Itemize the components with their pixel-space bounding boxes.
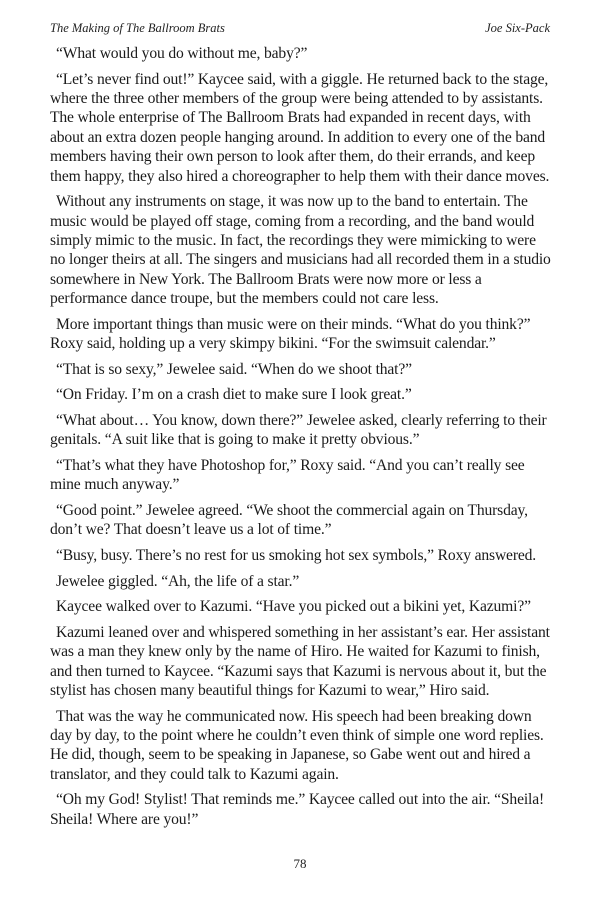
paragraph: “Let’s never find out!” Kaycee said, with a giggle. He returned back to the stage, where the three other members of the group were being attended to by assistants. The whole enterprise of The Ballroom Brats had expanded in recent days, with about an extra dozen people hanging around. In addition to every one of the band members having their own person to look after them, do their errands, and keep them happy, they also hired a choreographer to help them with their dance moves.: [50, 70, 550, 185]
paragraph: “What would you do without me, baby?”: [56, 45, 308, 62]
paragraph: “Busy, busy. There’s no rest for us smoking hot sex symbols,” Roxy answered.: [56, 547, 537, 565]
paragraph: More important things than music were on their minds. “What do you think?” Roxy said, holding up a very skimpy bikini. “For the swimsuit calendar.”: [50, 315, 531, 353]
paragraph: “That is so sexy,” Jewelee said. “When do we shoot that?”: [56, 360, 412, 378]
paragraph: Kaycee walked over to Kazumi. “Have you picked out a bikini yet, Kazumi?”: [56, 598, 531, 616]
paragraph: “That’s what they have Photoshop for,” Roxy said. “And you can’t really see mine much anyway.”: [50, 457, 525, 494]
paragraph: “On Friday. I’m on a crash diet to make sure I look great.”: [56, 386, 412, 404]
paragraph: “Good point.” Jewelee agreed. “We shoot the commercial again on Thursday, don’t we? That doesn’t leave us a lot of time.”: [50, 502, 528, 539]
paragraph: Without any instruments on stage, it was now up to the band to entertain. The music would be played off stage, coming from a recording, and the band would simply mimic to the music. In fact, the recordings they were mimicking to were no longer theirs at all. The singers and musicians had all recorded them in a studio somewhere in New York. The Ballroom Brats were now more or less a performance dance troupe, but the members could not care less.: [50, 193, 551, 308]
running-header: [50, 21, 550, 36]
body-text: [50, 44, 552, 835]
book-title: The Making of The Ballroom Brats: [50, 21, 225, 35]
paragraph: Kazumi leaned over and whispered something in her assistant’s ear. Her assistant was a man they knew only by the name of Hiro. He waited for Kazumi to finish, and then turned to Kaycee. “Kazumi says that Kazumi is nervous about it, but the stylist has chosen many beautiful things for Kazumi to wear,” Hiro said.: [50, 623, 550, 700]
page-number: 78: [293, 856, 307, 871]
paragraph: Jewelee giggled. “Ah, the life of a star.”: [56, 572, 300, 590]
paragraph: That was the way he communicated now. His speech had been breaking down day by day, to the point where he couldn’t even think of simple one word replies. He did, though, seem to be speaking in Japanese, so Gabe went out and hired a translator, and they could talk to Kazumi again.: [50, 707, 544, 783]
paragraph: “Oh my God! Stylist! That reminds me.” Kaycee called out into the air. “Sheila! Sheila! Where are you!”: [50, 791, 545, 828]
paragraph: “What about… You know, down there?” Jewelee asked, clearly referring to their genitals. “A suit like that is going to make it pretty obvious.”: [50, 412, 547, 449]
author-name: Joe Six-Pack: [485, 21, 550, 35]
